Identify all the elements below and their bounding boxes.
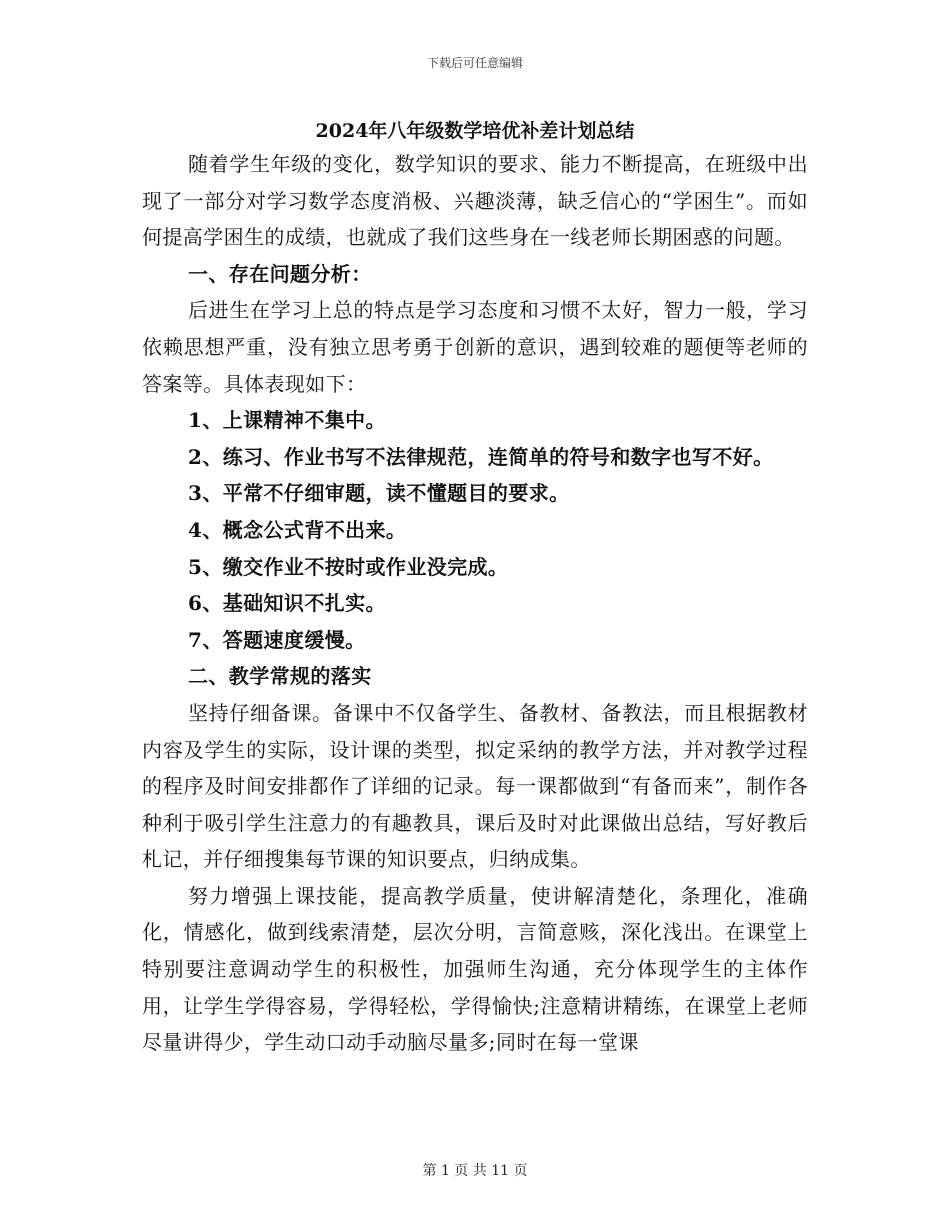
list-item: 7、答题速度缓慢。 — [188, 627, 366, 652]
header-note: 下载后可任意编辑 — [426, 56, 523, 70]
lesson-prep-paragraph: 坚持仔细备课。备课中不仅备学生、备教材、备教法，而且根据教材内容及学生的实际，设计课的类型，拟定采纳的教学方法，并对教学过程的程序及时间安排都作了详细的记录。每一课都做到“有备而来”，制作各种利于吸引学生注意力的有趣教具，课后及时对此课做出总结，写好教后札记，并仔细搜集每节课的知识要点，归纳成集。 — [142, 700, 808, 872]
list-item: 2、练习、作业书写不法律规范，连简单的符号和数字也写不好。 — [188, 444, 774, 469]
list-item: 6、基础知识不扎实。 — [188, 591, 386, 616]
list-item: 5、缴交作业不按时或作业没完成。 — [188, 554, 509, 579]
section-heading-teaching-routine: 二、教学常规的落实 — [188, 664, 372, 689]
list-item: 3、平常不仔细审题，读不懂题目的要求。 — [188, 481, 570, 506]
section-heading-problem-analysis: 一、存在问题分析： — [188, 261, 372, 286]
document-title: 2024年八年级数学培优补差计划总结 — [315, 120, 635, 142]
problem-overview-paragraph: 后进生在学习上总的特点是学习态度和习惯不太好，智力一般，学习依赖思想严重，没有独立思考勇于创新的意识，遇到较难的题便等老师的答案等。具体表现如下： — [142, 298, 808, 396]
intro-paragraph: 随着学生年级的变化，数学知识的要求、能力不断提高，在班级中出现了一部分对学习数学态度消极、兴趣淡薄，缺乏信心的“学困生”。而如何提高学困生的成绩，也就成了我们这些身在一线老师长期困惑的问题。 — [142, 152, 808, 250]
page-footer: 第 1 页 共 11 页 — [422, 1163, 528, 1179]
list-item: 1、上课精神不集中。 — [188, 408, 386, 433]
document-body — [142, 146, 808, 1061]
classroom-skills-paragraph: 努力增强上课技能，提高教学质量，使讲解清楚化，条理化，准确化，情感化，做到线索清楚，层次分明，言简意赅，深化浅出。在课堂上特别要注意调动学生的积极性，加强师生沟通，充分体现学生的主体作用，让学生学得容易，学得轻松，学得愉快;注意精讲精练，在课堂上老师尽量讲得少，学生动口动手动脑尽量多;同时在每一堂课 — [142, 883, 808, 1055]
list-item: 4、概念公式背不出来。 — [188, 517, 407, 542]
